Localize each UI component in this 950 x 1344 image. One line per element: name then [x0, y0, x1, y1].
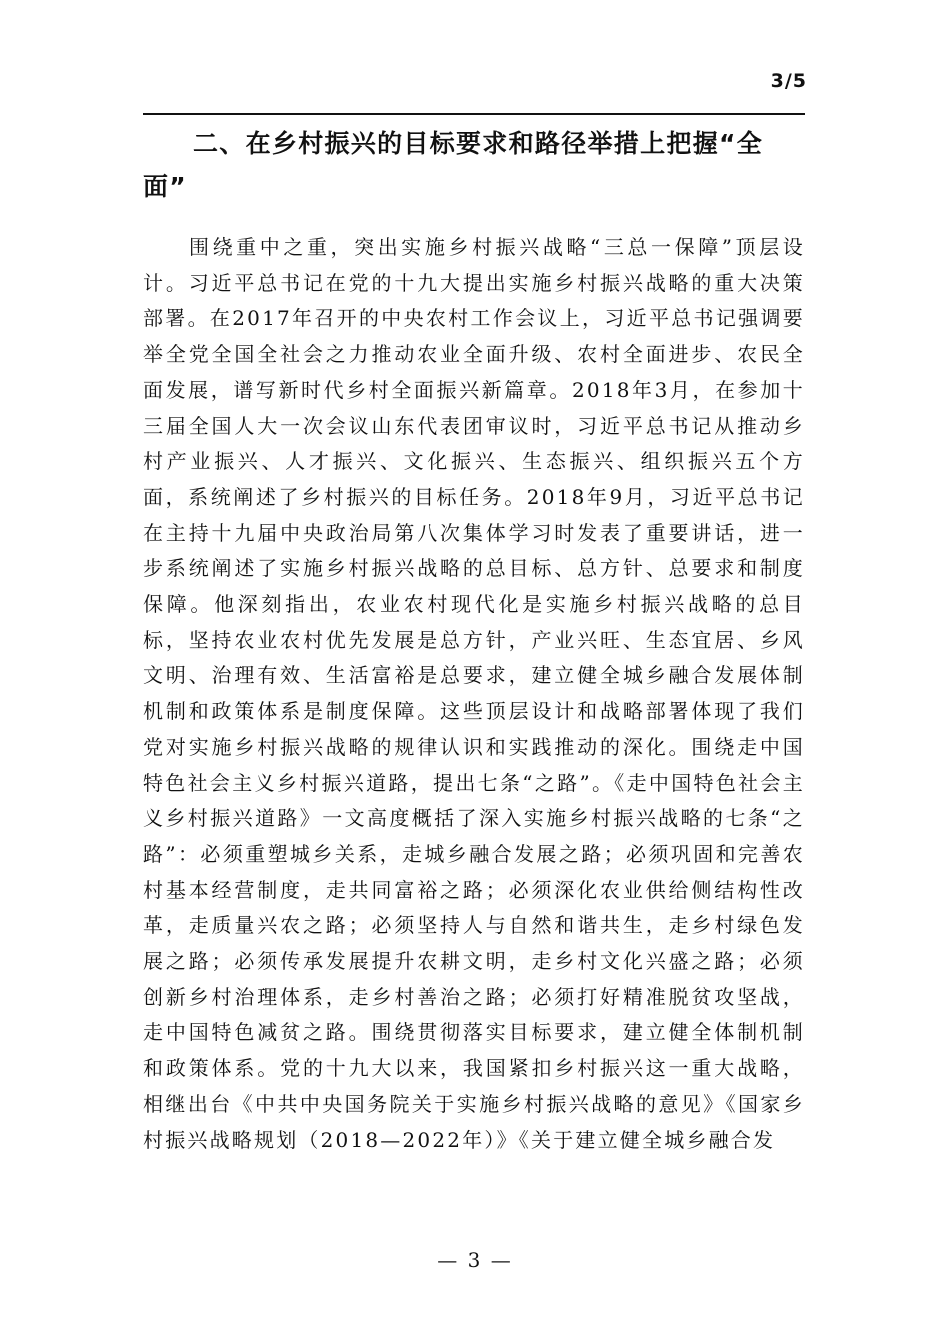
- section-heading: 二、在乡村振兴的目标要求和路径举措上把握“全面”: [143, 129, 764, 201]
- page-counter: 3/5: [770, 70, 807, 92]
- header-rule: [143, 113, 805, 115]
- page-number-footer: — 3 —: [437, 1248, 513, 1272]
- body-paragraph: 围绕重中之重，突出实施乡村振兴战略“三总一保障”顶层设计。习近平总书记在党的十九大提出实施乡村振兴战略的重大决策部署。在2017年召开的中央农村工作会议上，习近平总书记强调要举全党全国全社会之力推动农业全面升级、农村全面进步、农民全面发展，谱写新时代乡村全面振兴新篇章。2018年3月，在参加十三届全国人大一次会议山东代表团审议时，习近平总书记从推动乡村产业振兴、人才振兴、文化振兴、生态振兴、组织振兴五个方面，系统阐述了乡村振兴的目标任务。2018年9月，习近平总书记在主持十九届中央政治局第八次集体学习时发表了重要讲话，进一步系统阐述了实施乡村振兴战略的总目标、总方针、总要求和制度保障。他深刻指出，农业农村现代化是实施乡村振兴战略的总目标，坚持农业农村优先发展是总方针，产业兴旺、生态宜居、乡风文明、治理有效、生活富裕是总要求，建立健全城乡融合发展体制机制和政策体系是制度保障。这些顶层设计和战略部署体现了我们党对实施乡村振兴战略的规律认识和实践推动的深化。围绕走中国特色社会主义乡村振兴道路，提出七条“之路”。《走中国特色社会主义乡村振兴道路》一文高度概括了深入实施乡村振兴战略的七条“之路”：必须重塑城乡关系，走城乡融合发展之路；必须巩固和完善农村基本经营制度，走共同富裕之路；必须深化农业供给侧结构性改革，走质量兴农之路；必须坚持人与自然和谐共生，走乡村绿色发展之路；必须传承发展提升农耕文明，走乡村文化兴盛之路；必须创新乡村治理体系，走乡村善治之路；必须打好精准脱贫攻坚战，走中国特色减贫之路。围绕贯彻落实目标要求，建立健全体制机制和政策体系。党的十九大以来，我国紧扣乡村振兴这一重大战略，相继出台《中共中央国务院关于实施乡村振兴战略的意见》《国家乡村振兴战略规划（2018—2022年）》《关于建立健全城乡融合发: [143, 235, 805, 1152]
